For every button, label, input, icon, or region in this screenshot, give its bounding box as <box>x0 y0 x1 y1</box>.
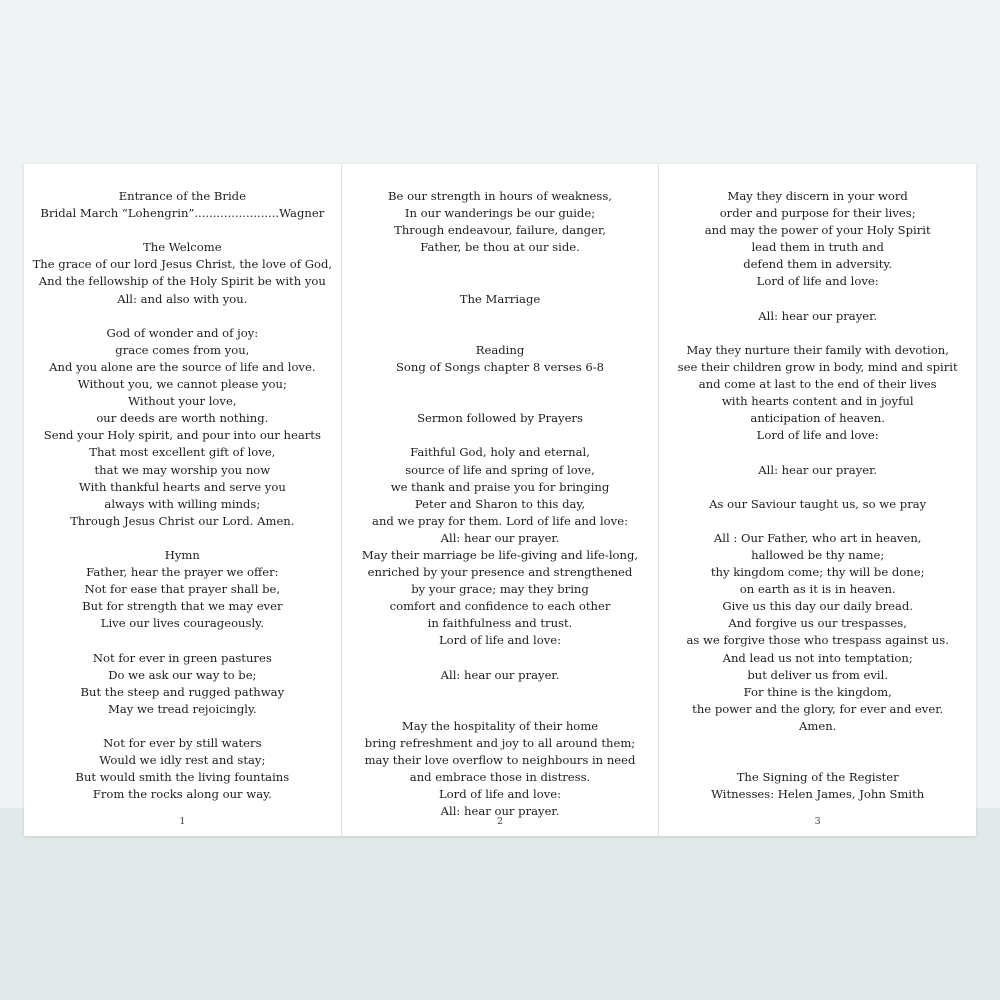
text-line: our deeds are worth nothing. <box>96 411 269 426</box>
text-line: on earth as it is in heaven. <box>739 582 896 597</box>
text-line: the power and the glory, for ever and ever. <box>692 701 944 716</box>
text-line: always with willing minds; <box>104 496 261 511</box>
text-line: grace comes from you, <box>115 342 250 357</box>
text-line: Not for ease that prayer shall be, <box>84 582 281 597</box>
text-line: Give us this day our daily bread. <box>722 599 914 614</box>
page-number: 3 <box>814 816 821 827</box>
text-line: All: and also with you. <box>117 291 248 306</box>
text-line: and we pray for them. Lord of life and love: <box>372 513 628 528</box>
text-line: hallowed be thy name; <box>751 547 885 562</box>
text-line <box>342 376 659 393</box>
text-line: Sermon followed by Prayers <box>417 411 583 426</box>
page-2 <box>341 164 659 836</box>
text-line: Without you, we cannot please you; <box>77 377 287 392</box>
text-line: Bridal March “Lohengrin”.......................Wagner <box>40 206 325 221</box>
page-3-text <box>659 188 976 803</box>
text-line: As our Saviour taught us, so we pray <box>709 496 927 511</box>
text-line <box>24 222 341 239</box>
text-line: With thankful hearts and serve you <box>78 479 286 494</box>
text-line: with hearts content and in joyful <box>721 394 914 409</box>
text-line: The Signing of the Register <box>736 770 899 785</box>
page-2-text <box>342 188 659 820</box>
text-line <box>659 325 976 342</box>
text-line <box>24 632 341 649</box>
text-line: May their marriage be life-giving and life-long, <box>361 547 639 562</box>
text-line: All : Our Father, who art in heaven, <box>713 530 922 545</box>
text-line: All: hear our prayer. <box>440 667 560 682</box>
text-line: All: hear our prayer. <box>758 308 878 323</box>
text-line: as we forgive those who trespass against us. <box>686 633 949 648</box>
text-line: May they nurture their family with devotion, <box>686 342 949 357</box>
text-line <box>24 530 341 547</box>
text-line: but deliver us from evil. <box>747 667 889 682</box>
text-line: Reading <box>475 342 525 357</box>
text-line: and may the power of your Holy Spirit <box>704 223 931 238</box>
text-line: Lord of life and love: <box>756 274 879 289</box>
text-line: The Welcome <box>143 240 222 255</box>
text-line: that we may worship you now <box>94 462 271 477</box>
text-line: see their children grow in body, mind and spirit <box>677 359 958 374</box>
text-line: Would we idly rest and stay; <box>99 753 266 768</box>
text-line: All: hear our prayer. <box>440 530 560 545</box>
text-line: Father, hear the prayer we offer: <box>86 565 279 580</box>
text-line <box>659 513 976 530</box>
text-line <box>659 444 976 461</box>
text-line: in faithfulness and trust. <box>427 616 573 631</box>
text-line: That most excellent gift of love, <box>89 445 276 460</box>
text-line: Do we ask our way to be; <box>108 667 257 682</box>
text-line: bring refreshment and joy to all around them; <box>364 736 636 750</box>
text-line: Be our strength in hours of weakness, <box>388 189 612 203</box>
text-line: we thank and praise you for bringing <box>390 479 610 494</box>
text-line: lead them in truth and <box>751 240 884 255</box>
text-line <box>342 427 659 444</box>
text-line: Father, be thou at our side. <box>420 240 580 255</box>
text-line: thy kingdom come; thy will be done; <box>710 565 925 580</box>
page-number: 1 <box>179 816 186 827</box>
text-line: God of wonder and of joy: <box>106 325 259 340</box>
text-line: The Marriage <box>459 291 541 306</box>
text-line: And you alone are the source of life and love. <box>49 359 316 374</box>
text-line: order and purpose for their lives; <box>719 206 916 221</box>
text-line: Send your Holy spirit, and pour into our hearts <box>43 428 321 443</box>
text-line <box>659 735 976 752</box>
text-line <box>342 308 659 325</box>
text-line <box>342 256 659 273</box>
text-line: enriched by your presence and strengthened <box>367 565 633 580</box>
text-line: May we tread rejoicingly. <box>107 701 257 716</box>
text-line: All: hear our prayer. <box>758 462 878 477</box>
text-line: And forgive us our trespasses, <box>728 616 907 631</box>
page-1 <box>24 164 341 836</box>
text-line: From the rocks along our way. <box>92 787 272 802</box>
text-line: Not for ever in green pastures <box>92 650 272 665</box>
text-line: And the fellowship of the Holy Spirit be with you <box>38 274 326 289</box>
text-line <box>342 701 659 718</box>
text-line: anticipation of heaven. <box>750 411 885 426</box>
text-line: But would smith the living fountains <box>75 770 290 785</box>
text-line: Lord of life and love: <box>438 633 562 648</box>
text-line: comfort and confidence to each other <box>389 599 611 614</box>
text-line: source of life and spring of love, <box>405 462 595 477</box>
text-line <box>24 308 341 325</box>
text-line: Lord of life and love: <box>756 428 879 443</box>
text-line: May they discern in your word <box>727 189 908 203</box>
text-line: Lord of life and love: <box>438 787 562 802</box>
text-line <box>659 291 976 308</box>
text-line: by your grace; may they bring <box>411 582 589 597</box>
page-number: 2 <box>496 816 504 827</box>
text-line <box>342 684 659 701</box>
text-line: But the steep and rugged pathway <box>80 684 285 699</box>
text-line: Hymn <box>164 547 200 562</box>
text-line <box>659 479 976 496</box>
text-line: Song of Songs chapter 8 verses 6-8 <box>395 359 605 374</box>
page-1-text <box>24 188 341 803</box>
text-line: Faithful God, holy and eternal, <box>410 445 590 460</box>
text-line <box>342 273 659 290</box>
text-line: defend them in adversity. <box>743 257 893 272</box>
text-line: Live our lives courageously. <box>100 616 264 631</box>
text-line: In our wanderings be our guide; <box>404 206 596 221</box>
text-line: But for strength that we may ever <box>82 599 283 614</box>
text-line: Through Jesus Christ our Lord. Amen. <box>70 513 295 528</box>
text-line: The grace of our lord Jesus Christ, the love of God, <box>32 257 333 272</box>
text-line <box>24 718 341 735</box>
text-line: For thine is the kingdom, <box>743 684 892 699</box>
page-3 <box>658 164 976 836</box>
text-line <box>342 393 659 410</box>
text-line: All: hear our prayer. <box>440 804 560 819</box>
text-line: Entrance of the Bride <box>118 189 246 203</box>
order-of-service-spread <box>24 164 976 836</box>
text-line: may their love overflow to neighbours in need <box>364 753 636 768</box>
text-line: Not for ever by still waters <box>103 736 262 750</box>
text-line: Through endeavour, failure, danger, <box>394 223 606 238</box>
text-line: Peter and Sharon to this day, <box>414 496 586 511</box>
text-line <box>659 752 976 769</box>
text-line <box>342 325 659 342</box>
text-line: Witnesses: Helen James, John Smith <box>711 787 925 802</box>
text-line: Amen. <box>798 718 837 733</box>
text-line: Without your love, <box>128 394 237 409</box>
text-line: and embrace those in distress. <box>409 770 591 785</box>
text-line: And lead us not into temptation; <box>722 650 913 665</box>
text-line <box>342 650 659 667</box>
text-line: May the hospitality of their home <box>401 718 599 733</box>
text-line: and come at last to the end of their lives <box>698 377 937 392</box>
